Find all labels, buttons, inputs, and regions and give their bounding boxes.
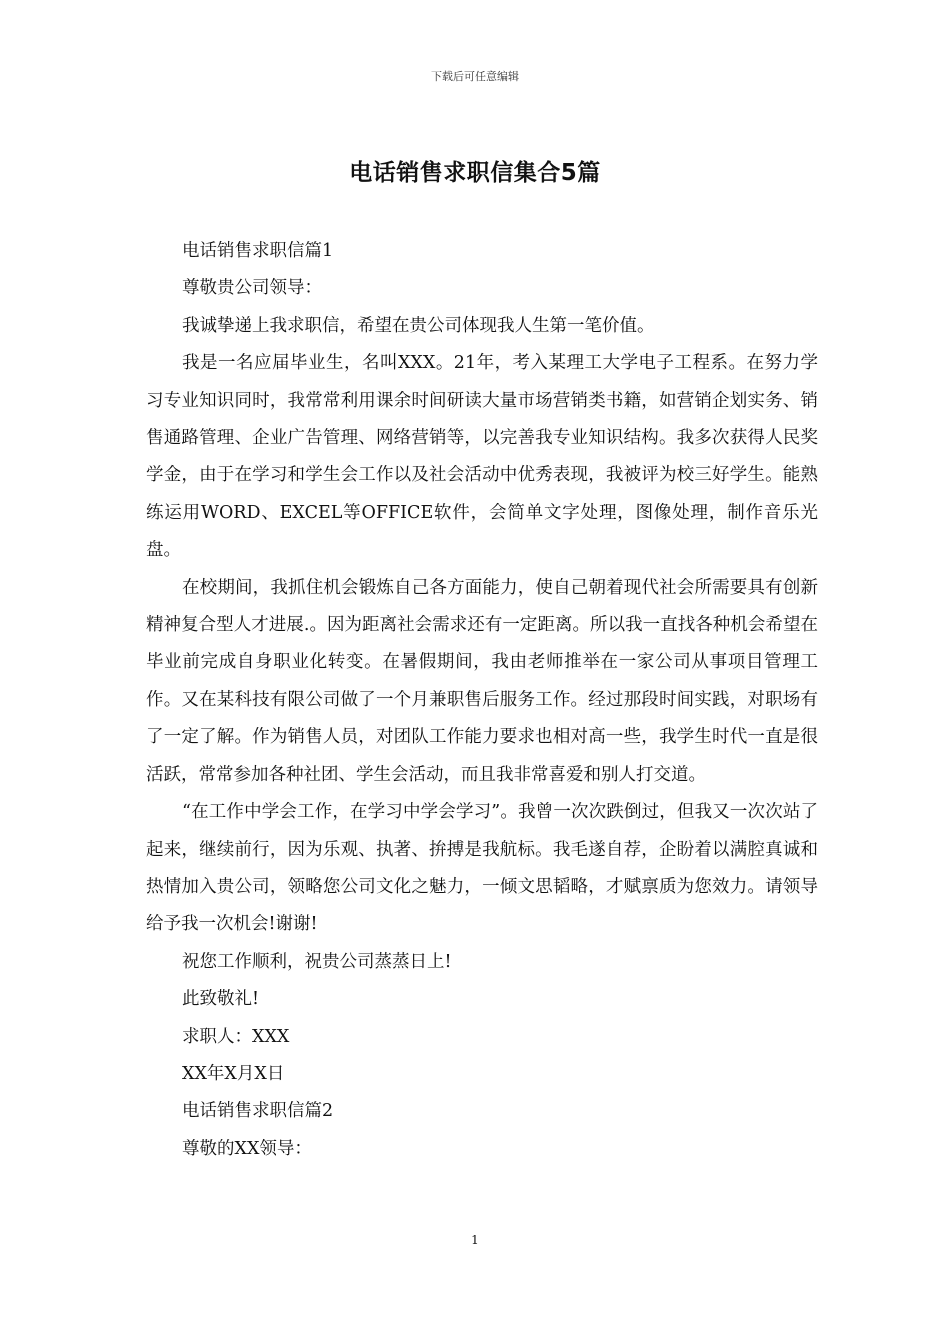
signature-date: XX年X月X日 <box>182 1063 285 1084</box>
page-number: 1 <box>471 1233 479 1247</box>
closing-regards: 此致敬礼! <box>182 989 260 1010</box>
paragraph-campus: 在校期间，我抓住机会锻炼自己各方面能力，使自己朝着现代社会所需要具有创新精神复合型人才进展.。因为距离社会需求还有一定距离。所以我一直找各种机会希望在毕业前完成自身职业化转变。在暑假期间，我由老师推举在一家公司从事项目管理工作。又在某科技有限公司做了一个月兼职售后服务工作。经过那段时间实践，对职场有了一定了解。作为销售人员，对团队工作能力要求也相对高一些，我学生时代一直是很活跃，常常参加各种社团、学生会活动，而且我非常喜爱和别人打交道。 <box>146 577 818 785</box>
signature-applicant: 求职人：XXX <box>182 1026 290 1047</box>
header-note: 下载后可任意编辑 <box>431 70 519 83</box>
salutation: 尊敬贵公司领导： <box>182 278 322 299</box>
paragraph-intro: 我诚挚递上我求职信，希望在贵公司体现我人生第一笔价值。 <box>182 315 655 336</box>
section-heading-2: 电话销售求职信篇2 <box>182 1101 334 1122</box>
paragraph-motto: “在工作中学会工作，在学习中学会学习”。我曾一次次跌倒过，但我又一次次站了起来，继续前行，因为乐观、执著、拚搏是我航标。我毛遂自荐，企盼着以满腔真诚和热情加入贵公司，领略您公司文化之魅力，一倾文思韬略，才赋禀质为您效力。请领导给予我一次机会!谢谢! <box>146 802 818 935</box>
closing-wish: 祝您工作顺利，祝贵公司蒸蒸日上! <box>182 951 452 972</box>
paragraph-background: 我是一名应届毕业生，名叫XXX。21年，考入某理工大学电子工程系。在努力学习专业知识同时，我常常利用课余时间研读大量市场营销类书籍，如营销企划实务、销售通路管理、企业广告管理、网络营销等，以完善我专业知识结构。我多次获得人民奖学金，由于在学习和学生会工作以及社会活动中优秀表现，我被评为校三好学生。能熟练运用WORD、EXCEL等OFFICE软件，会简单文字处理，图像处理，制作音乐光盘。 <box>146 353 818 561</box>
salutation-2: 尊敬的XX领导： <box>182 1138 312 1159</box>
document-body <box>146 233 818 1168</box>
document-title: 电话销售求职信集合5篇 <box>349 160 601 186</box>
section-heading-1: 电话销售求职信篇1 <box>182 241 334 261</box>
